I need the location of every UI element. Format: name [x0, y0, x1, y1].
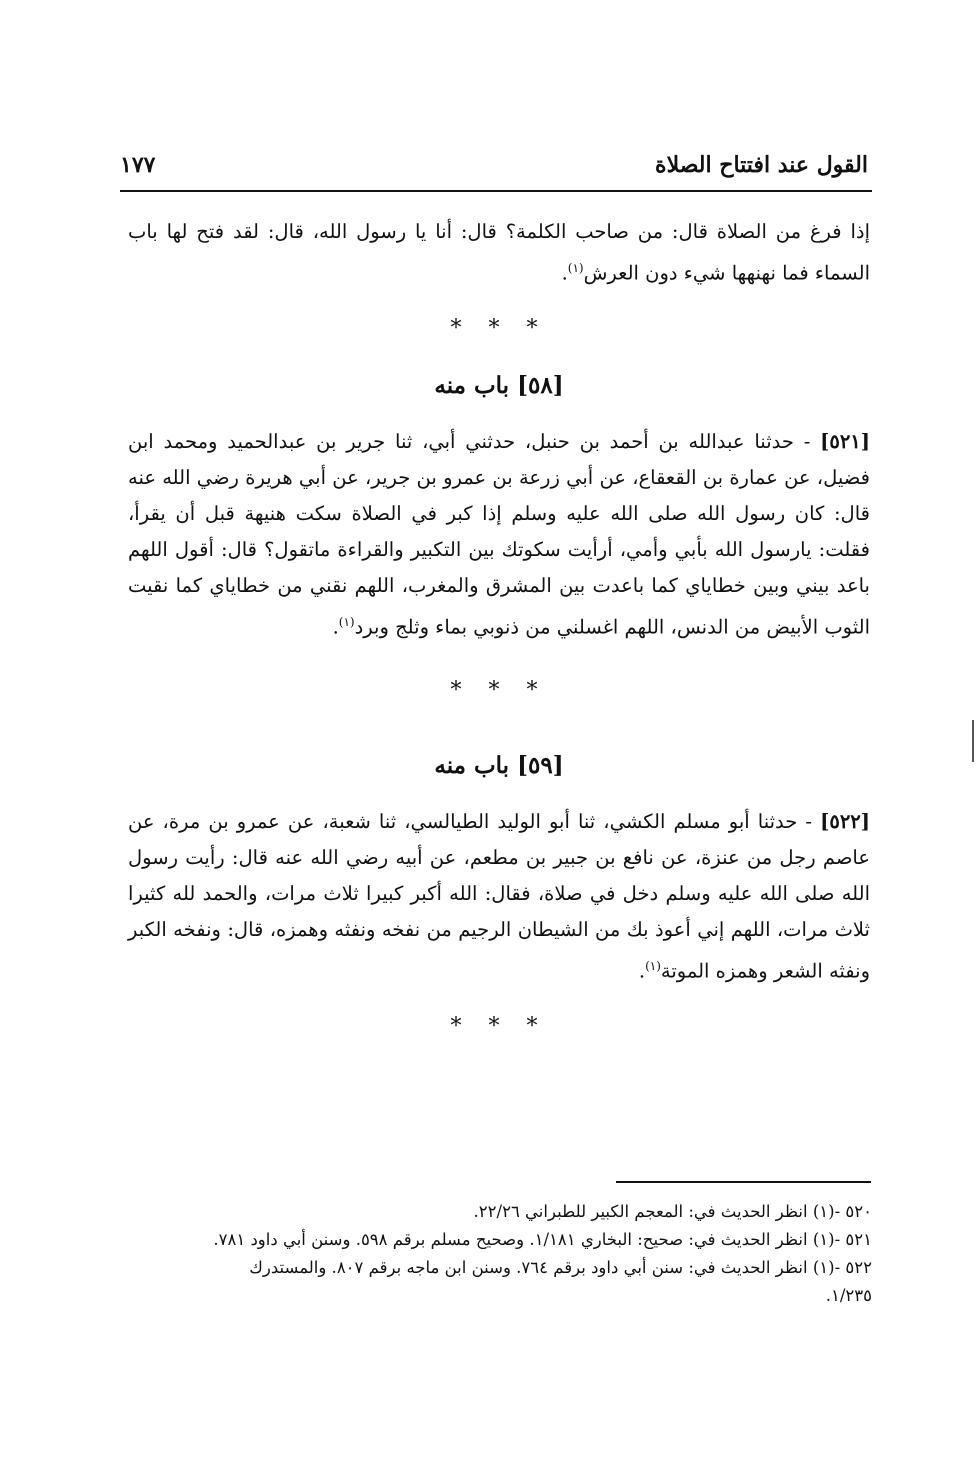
- hadith-end: .: [638, 959, 646, 983]
- footnote-rule: [616, 1181, 871, 1183]
- page-number: ١٧٧: [120, 152, 156, 178]
- footnote-ref: (١): [338, 615, 355, 629]
- hadith-text: - حدثنا عبدالله بن أحمد بن حنبل، حدثني أبي، ثنا جرير بن عبدالحميد ومحمد ابن فضيل، عن عمارة بن القعقاع، عن أبي زرعة بن عمرو بن جرير، عن أبي هريرة رضي الله عنه قال: كان رسول الله صلى الله عليه وسلم إذا كبر في الصلاة سكت هنيهة قبل أن يقرأ، فقلت: يارسول الله بأبي وأمي، أرأيت سكوتك بين التكبير والقراءة ماتقول؟ قال: أقول اللهم باعد بيني وبين خطاياي كما باعدت بين المشرق والمغرب، اللهم نقني من خطاياي كما نقيت الثوب الأبيض من الدنس، اللهم اغسلني من ذنوبي بماء وثلج وبرد: [128, 430, 870, 639]
- section-separator: * * *: [450, 1014, 548, 1039]
- section-separator: * * *: [450, 316, 548, 341]
- footnote-ref: (١): [645, 959, 661, 973]
- hadith-end: .: [332, 615, 339, 639]
- section-heading-59: [٥٩] باب منه: [434, 752, 564, 779]
- footnote-522: ٥٢٢ -(١) انظر الحديث في: سنن أبي داود برقم ٧٦٤. وسنن ابن ماجه برقم ٨٠٧. والمستدرك: [249, 1258, 872, 1277]
- footnote-522-continued: ١/٢٣٥.: [825, 1286, 872, 1305]
- hadith-number: [٥٢٢]: [820, 810, 871, 833]
- hadith-text: - حدثنا أبو مسلم الكشي، ثنا أبو الوليد الطيالسي، ثنا شعبة، عن عمرو بن مرة، عن عاصم رجل من عنزة، عن نافع بن جبير بن مطعم، عن أبيه رضي الله عنه قال: رأيت رسول الله صلى الله عليه وسلم دخل في صلاة، فقال: الله أكبر كبيرا ثلاث مرات، والحمد لله كثيرا ثلاث مرات، اللهم إني أعوذ بك من الشيطان الرجيم من نفخه ونفثه وهمزه، قال: ونفخه الكبر ونفثه الشعر وهمزه الموتة: [128, 810, 870, 983]
- section-separator: * * *: [450, 678, 548, 703]
- hadith-522: [128, 804, 870, 990]
- hadith-521: [128, 424, 870, 646]
- intro-end: .: [561, 261, 568, 285]
- chapter-title: القول عند افتتاح الصلاة: [655, 152, 868, 178]
- margin-mark: [972, 720, 974, 762]
- running-header: [120, 150, 868, 186]
- footnote-520: ٥٢٠ -(١) انظر الحديث في: المعجم الكبير للطبراني ٢٢/٢٦.: [473, 1202, 872, 1221]
- header-rule: [120, 190, 872, 192]
- footnote-ref: (١): [567, 261, 584, 275]
- hadith-number: [٥٢١]: [820, 430, 871, 453]
- footnotes: [128, 1198, 872, 1310]
- intro-paragraph: [128, 214, 870, 292]
- section-heading-58: [٥٨] باب منه: [434, 372, 564, 399]
- footnote-521: ٥٢١ -(١) انظر الحديث في: صحيح: البخاري ١/١٨١. وصحيح مسلم برقم ٥٩٨. وسنن أبي داود ٧٨١.: [213, 1230, 872, 1249]
- intro-text: إذا فرغ من الصلاة قال: من صاحب الكلمة؟ قال: أنا يا رسول الله، قال: لقد فتح لها باب السماء فما نهنهها شيء دون العرش: [128, 220, 870, 285]
